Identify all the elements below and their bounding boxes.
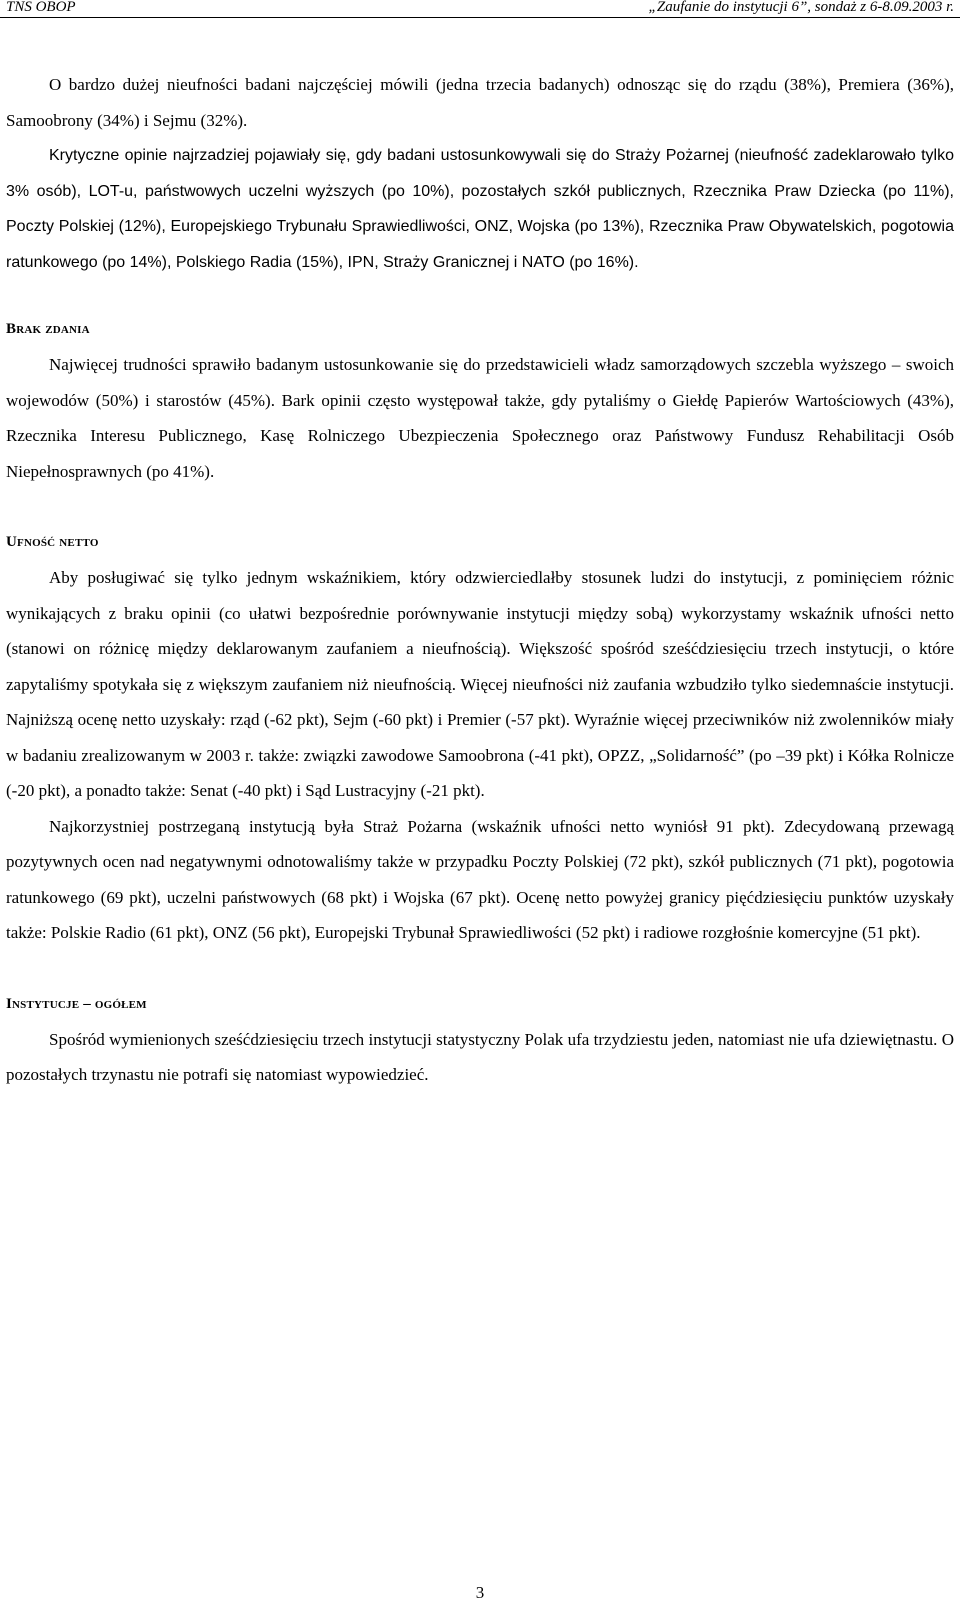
paragraph-net-trust-1: Aby posługiwać się tylko jednym wskaźnikiem, który odzwierciedlałby stosunek ludzi do instytucji, z pominięciem różnic wynikających z braku opinii (co ułatwi bezpośrednie porównywanie instytucji między sobą) wykorzystamy wskaźnik ufności netto (stanowi on różnicę między deklarowanym zaufaniem a nieufnością). Większość spośród sześćdziesięciu trzech instytucji, o które zapytaliśmy spotykała się z większym zaufaniem niż nieufnością. Więcej nieufności niż zaufania wzbudziło tylko siedemnaście instytucji. Najniższą ocenę netto uzyskały: rząd (-62 pkt), Sejm (-60 pkt) i Premier (-57 pkt). Wyraźnie więcej przeciwników niż zwolenników miały w badaniu zrealizowanym w 2003 r. także: związki zawodowe Samoobrona (-41 pkt), OPZZ, „Solidarność” (po –39 pkt) i Kółka Rolnicze (-20 pkt), a ponadto także: Senat (-40 pkt) i Sąd Lustracyjny (-21 pkt). xyxy=(6,568,954,800)
paragraph-institutions-overall: Spośród wymienionych sześćdziesięciu trzech instytucji statystyczny Polak ufa trzydziestu jeden, natomiast nie ufa dziewiętnastu. O pozostałych trzynastu nie potrafi się natomiast wypowiedzieć. xyxy=(6,1029,954,1084)
header-report-title: „Zaufanie do instytucji 6”, sondaż z 6-8.09.2003 r. xyxy=(648,0,954,15)
running-header xyxy=(0,0,960,18)
document-body xyxy=(6,67,954,1093)
section-heading-institutions-overall: Instytucje – ogółem xyxy=(6,995,147,1012)
paragraph-net-trust-2: Najkorzystniej postrzeganą instytucją była Straż Pożarna (wskaźnik ufności netto wyniósł 91 pkt). Zdecydowaną przewagą pozytywnych ocen nad negatywnymi odnotowaliśmy także w przypadku Poczty Polskiej (72 pkt), szkół publicznych (71 pkt), pogotowia ratunkowego (69 pkt), uczelni państwowych (68 pkt) i Wojska (67 pkt). Ocenę netto powyżej granicy pięćdziesięciu punktów uzyskały także: Polskie Radio (61 pkt), ONZ (56 pkt), Europejski Trybunał Sprawiedliwości (52 pkt) i radiowe rozgłośnie komercyjne (51 pkt). xyxy=(6,816,954,942)
section-heading-net-trust: Ufność netto xyxy=(6,534,99,550)
header-publisher: TNS OBOP xyxy=(6,0,76,15)
paragraph-no-opinion: Najwięcej trudności sprawiło badanym ustosunkowanie się do przedstawicieli władz samorządowych szczebla wyższego – swoich wojewodów (50%) i starostów (45%). Bark opinii często występował także, gdy pytaliśmy o Giełdę Papierów Wartościowych (43%), Rzecznika Interesu Publicznego, Kasę Rolniczego Ubezpieczenia Społecznego oraz Państwowy Fundusz Rehabilitacji Osób Niepełnosprawnych (po 41%). xyxy=(6,355,954,481)
paragraph-strong-distrust: O bardzo dużej nieufności badani najczęściej mówili (jedna trzecia badanych) odnosząc się do rządu (38%), Premiera (36%), Samoobrony (34%) i Sejmu (32%). xyxy=(6,75,954,130)
page-number: 3 xyxy=(475,1583,485,1602)
paragraph-critical-opinions: Krytyczne opinie najrzadziej pojawiały się, gdy badani ustosunkowywali się do Straży Pożarnej (nieufność zadeklarowało tylko 3% osób), LOT-u, państwowych uczelni wyższych (po 10%), pozostałych szkół publicznych, Rzecznika Praw Dziecka (po 11%), Poczty Polskiej (12%), Europejskiego Trybunału Sprawiedliwości, ONZ, Wojska (po 13%), Rzecznika Praw Obywatelskich, pogotowia ratunkowego (po 14%), Polskiego Radia (15%), IPN, Straży Granicznej i NATO (po 16%). xyxy=(6,147,954,271)
section-heading-no-opinion: Brak zdania xyxy=(6,321,90,337)
